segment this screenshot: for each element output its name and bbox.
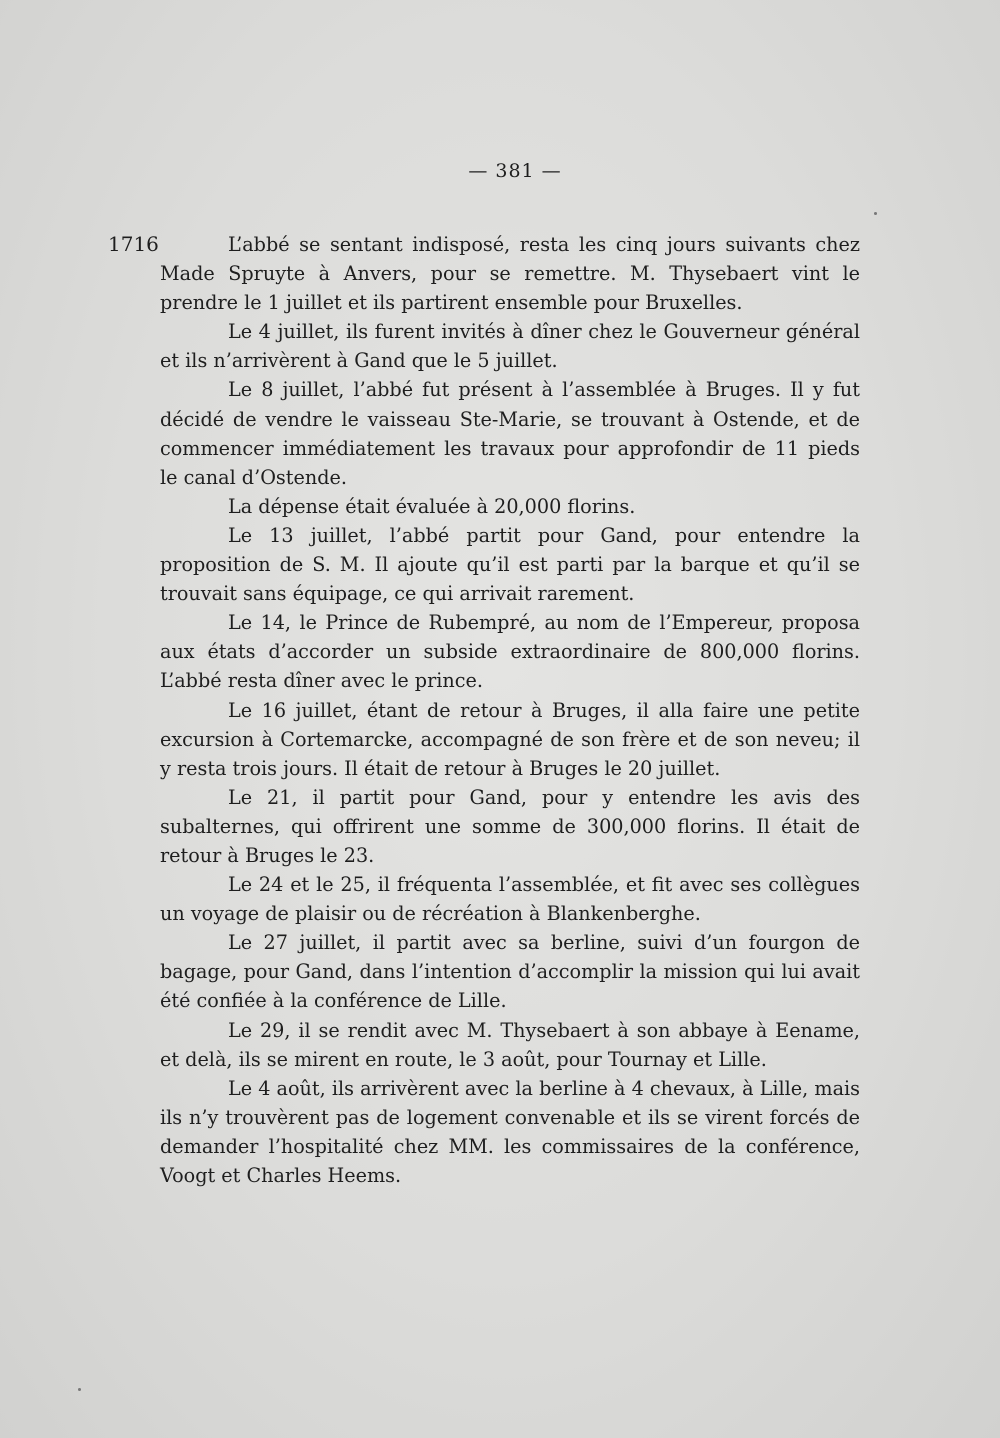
page-number: — 381 —: [468, 160, 562, 182]
paragraph: Le 13 juillet, l’abbé partit pour Gand, pour entendre la proposition de S. M. Il ajoute qu’il est parti par la barque et qu’il se trouvait sans équipage, ce qui arrivait rarement.: [160, 523, 860, 606]
paragraph: Le 24 et le 25, il fréquenta l’assemblée, et fit avec ses collègues un voyage de plaisir ou de récréation à Blankenberghe.: [160, 873, 860, 926]
paragraph: L’abbé se sentant indisposé, resta les cinq jours suivants chez Made Spruyte à Anvers, pour se remettre. M. Thysebaert vint le prendre le 1 juillet et ils partirent ensemble pour Bruxelles.: [160, 233, 860, 315]
paper-speck: [874, 212, 877, 215]
paragraph: Le 14, le Prince de Rubempré, au nom de l’Empereur, proposa aux états d’accorder un subside extraordinaire de 800,000 florins. L’abbé resta dîner avec le prince.: [160, 611, 860, 693]
paragraph: La dépense était évaluée à 20,000 florins.: [228, 494, 636, 518]
paragraph: Le 4 juillet, ils furent invités à dîner chez le Gouverneur général et ils n’arrivèrent à Gand que le 5 juillet.: [160, 320, 860, 373]
paragraph: Le 4 août, ils arrivèrent avec la berline à 4 chevaux, à Lille, mais ils n’y trouvèrent pas de logement convenable et ils se virent forcés de demander l’hospitalité chez MM. les commissaires de la conférence, Voogt et Charles Heems.: [160, 1076, 860, 1187]
paragraph: Le 8 juillet, l’abbé fut présent à l’assemblée à Bruges. Il y fut décidé de vendre le vaisseau Ste-Marie, se trouvant à Ostende, et de commencer immédiatement les travaux pour approfondir de 11 pieds le canal d’Ostende.: [160, 378, 860, 489]
body-text: [160, 230, 860, 1190]
paper-speck: [78, 1388, 81, 1391]
paragraph: Le 16 juillet, étant de retour à Bruges, il alla faire une petite excursion à Cortemarcke, accompagné de son frère et de son neveu; il y resta trois jours. Il était de retour à Bruges le 20 juillet.: [160, 698, 860, 780]
margin-year: 1716: [108, 232, 159, 256]
paragraph: Le 21, il partit pour Gand, pour y entendre les avis des subalternes, qui offrirent une somme de 300,000 florins. Il était de retour à Bruges le 23.: [160, 785, 860, 867]
paragraph: Le 29, il se rendit avec M. Thysebaert à son abbaye à Eename, et delà, ils se mirent en route, le 3 août, pour Tournay et Lille.: [160, 1018, 860, 1071]
paragraph: Le 27 juillet, il partit avec sa berline, suivi d’un fourgon de bagage, pour Gand, dans l’intention d’accomplir la mission qui lui avait été confiée à la conférence de Lille.: [160, 931, 860, 1013]
